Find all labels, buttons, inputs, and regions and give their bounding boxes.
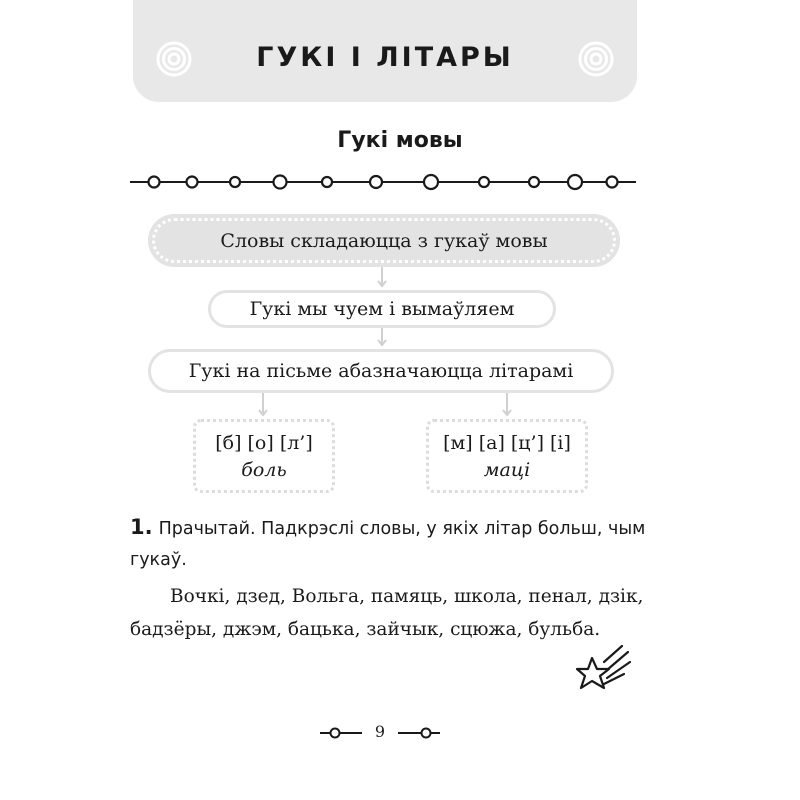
chapter-title: ГУКІ І ЛІТАРЫ	[256, 42, 514, 73]
diagram-box-letters-label: Гукі на пісьме абазначаюцца літарамі	[188, 360, 574, 382]
example-word: маці	[483, 459, 531, 481]
page-footer	[318, 718, 442, 748]
task-word-list: Вочкі, дзед, Вольга, памяць, школа, пенал, дзік, бадзёры, джэм, бацька, зайчык, сцюжа, бульба.	[130, 586, 644, 640]
task-number: 1.	[130, 515, 153, 539]
page-number: 9	[374, 722, 386, 741]
shooting-star-icon	[572, 640, 636, 696]
diagram-box-letters	[148, 349, 614, 393]
example-sounds: [м] [а] [ц’] [і]	[443, 432, 571, 454]
example-card	[193, 419, 335, 493]
bead-divider	[130, 170, 636, 194]
arrow-down-icon	[375, 267, 389, 290]
chapter-header	[133, 0, 637, 102]
section-title: Гукі мовы	[337, 128, 463, 153]
example-card	[426, 419, 588, 493]
example-sounds: [б] [о] [л’]	[215, 432, 313, 454]
diagram-box-hear	[208, 290, 556, 328]
arrow-down-icon	[375, 328, 389, 349]
example-word: боль	[241, 459, 287, 481]
diagram-box-hear-label: Гукі мы чуем і вымаўляем	[249, 298, 515, 320]
diagram-box-words	[148, 214, 620, 267]
diagram-box-words-label: Словы складаюцца з гукаў мовы	[220, 229, 548, 252]
task-instruction-text: Прачытай. Падкрэслі словы, у якіх літар больш, чым гукаў.	[130, 519, 646, 570]
task-instruction	[130, 512, 650, 576]
spiral-icon	[577, 40, 615, 78]
arrow-down-icon	[500, 393, 514, 419]
arrow-down-icon	[256, 393, 270, 419]
